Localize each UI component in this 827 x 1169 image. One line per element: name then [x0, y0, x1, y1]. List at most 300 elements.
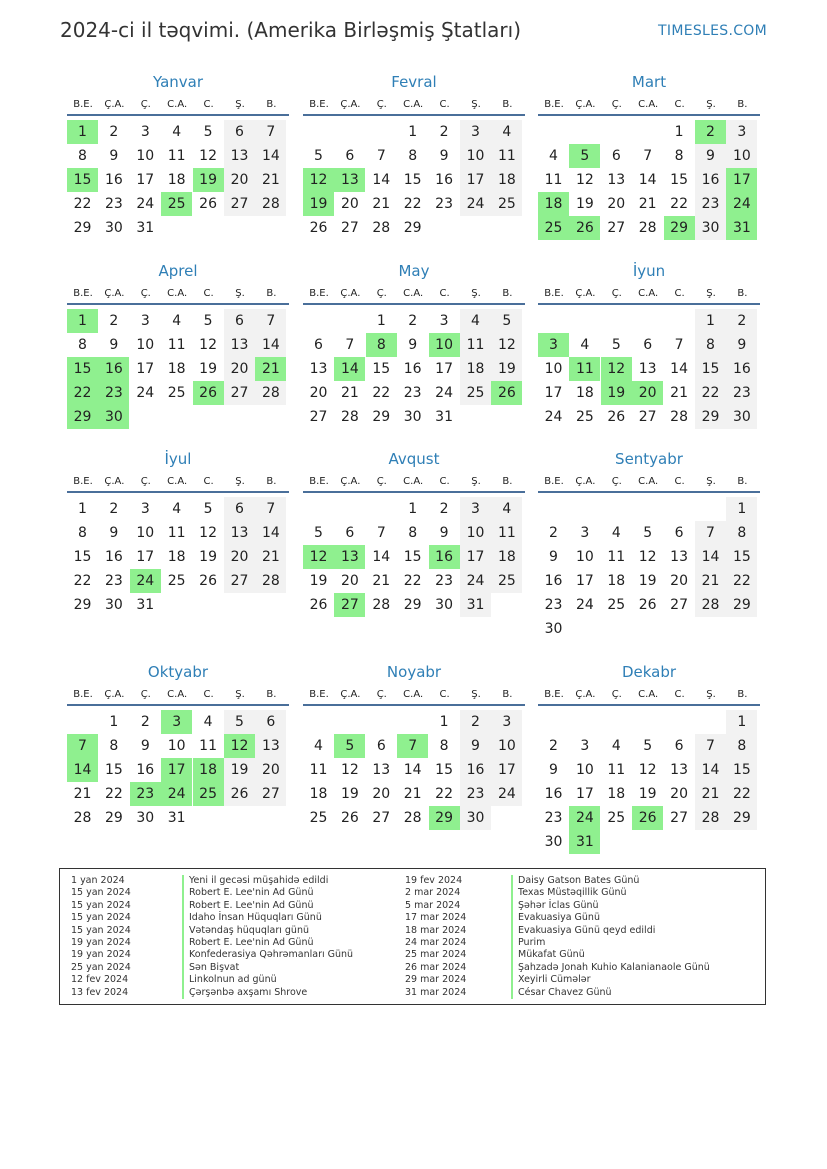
day-cell[interactable]: 7 — [674, 337, 684, 353]
day-cell[interactable]: 5 — [314, 525, 323, 541]
day-cell[interactable]: 30 — [695, 216, 726, 240]
day-cell[interactable]: 31 — [167, 810, 186, 826]
day-cell[interactable]: 11 — [491, 144, 522, 168]
day-cell[interactable]: 4 — [460, 309, 491, 333]
holiday-day-cell[interactable]: 16 — [429, 545, 460, 569]
day-cell[interactable]: 20 — [607, 196, 626, 212]
day-cell[interactable]: 25 — [491, 192, 522, 216]
day-cell[interactable]: 16 — [403, 361, 422, 377]
day-cell[interactable]: 17 — [460, 168, 491, 192]
day-cell[interactable]: 1 — [408, 124, 418, 140]
day-cell[interactable]: 5 — [643, 738, 653, 754]
day-cell[interactable]: 26 — [224, 782, 255, 806]
day-cell[interactable]: 9 — [549, 549, 558, 565]
day-cell[interactable]: 23 — [695, 192, 726, 216]
day-cell[interactable]: 2 — [726, 309, 757, 333]
day-cell[interactable]: 14 — [255, 144, 286, 168]
day-cell[interactable]: 11 — [544, 172, 563, 188]
day-cell[interactable]: 6 — [674, 738, 684, 754]
holiday-day-cell[interactable]: 29 — [429, 806, 460, 830]
day-cell[interactable]: 24 — [435, 385, 453, 401]
day-cell[interactable]: 15 — [435, 762, 453, 778]
day-cell[interactable]: 27 — [224, 569, 255, 593]
day-cell[interactable]: 10 — [491, 734, 522, 758]
day-cell[interactable]: 1 — [109, 714, 119, 730]
day-cell[interactable]: 12 — [199, 148, 217, 164]
day-cell[interactable]: 16 — [695, 168, 726, 192]
day-cell[interactable]: 31 — [460, 593, 491, 617]
day-cell[interactable]: 20 — [670, 786, 688, 802]
day-cell[interactable]: 28 — [695, 806, 726, 830]
day-cell[interactable]: 6 — [224, 309, 255, 333]
day-cell[interactable]: 6 — [224, 497, 255, 521]
day-cell[interactable]: 29 — [695, 405, 726, 429]
day-cell[interactable]: 6 — [314, 337, 323, 353]
day-cell[interactable]: 28 — [638, 220, 657, 236]
holiday-day-cell[interactable]: 14 — [334, 357, 365, 381]
day-cell[interactable]: 30 — [544, 621, 563, 637]
day-cell[interactable]: 31 — [136, 597, 155, 613]
day-cell[interactable]: 30 — [544, 834, 563, 850]
day-cell[interactable]: 29 — [73, 597, 92, 613]
day-cell[interactable]: 10 — [136, 525, 155, 541]
day-cell[interactable]: 27 — [670, 597, 688, 613]
holiday-day-cell[interactable]: 15 — [67, 168, 98, 192]
day-cell[interactable]: 7 — [376, 525, 386, 541]
day-cell[interactable]: 29 — [403, 597, 422, 613]
holiday-day-cell[interactable]: 7 — [67, 734, 98, 758]
day-cell[interactable]: 24 — [136, 196, 155, 212]
day-cell[interactable]: 5 — [224, 710, 255, 734]
day-cell[interactable]: 2 — [549, 525, 558, 541]
day-cell[interactable]: 9 — [460, 734, 491, 758]
day-cell[interactable]: 9 — [408, 337, 418, 353]
day-cell[interactable]: 1 — [376, 313, 386, 329]
day-cell[interactable]: 9 — [695, 144, 726, 168]
day-cell[interactable]: 9 — [439, 525, 449, 541]
day-cell[interactable]: 13 — [607, 172, 626, 188]
day-cell[interactable]: 22 — [435, 786, 453, 802]
day-cell[interactable]: 22 — [104, 786, 123, 802]
day-cell[interactable]: 23 — [435, 196, 453, 212]
day-cell[interactable]: 14 — [403, 762, 422, 778]
day-cell[interactable]: 4 — [611, 525, 621, 541]
holiday-day-cell[interactable]: 17 — [161, 758, 192, 782]
day-cell[interactable]: 16 — [544, 786, 563, 802]
day-cell[interactable]: 22 — [695, 381, 726, 405]
day-cell[interactable]: 10 — [726, 144, 757, 168]
day-cell[interactable]: 28 — [255, 192, 286, 216]
day-cell[interactable]: 29 — [372, 409, 391, 425]
day-cell[interactable]: 30 — [435, 597, 453, 613]
brand-link[interactable]: TIMESLES.COM — [658, 23, 767, 39]
day-cell[interactable]: 18 — [167, 549, 186, 565]
day-cell[interactable]: 28 — [670, 409, 688, 425]
day-cell[interactable]: 23 — [403, 385, 422, 401]
day-cell[interactable]: 7 — [255, 497, 286, 521]
day-cell[interactable]: 3 — [140, 124, 150, 140]
day-cell[interactable]: 28 — [403, 810, 422, 826]
day-cell[interactable]: 25 — [460, 381, 491, 405]
day-cell[interactable]: 19 — [638, 786, 657, 802]
day-cell[interactable]: 5 — [611, 337, 621, 353]
holiday-day-cell[interactable]: 31 — [569, 830, 600, 854]
day-cell[interactable]: 8 — [439, 738, 449, 754]
day-cell[interactable]: 3 — [140, 501, 150, 517]
day-cell[interactable]: 19 — [638, 573, 657, 589]
day-cell[interactable]: 8 — [726, 521, 757, 545]
day-cell[interactable]: 25 — [309, 810, 328, 826]
holiday-day-cell[interactable]: 26 — [569, 216, 600, 240]
day-cell[interactable]: 8 — [408, 148, 418, 164]
holiday-day-cell[interactable]: 20 — [632, 381, 663, 405]
day-cell[interactable]: 18 — [607, 573, 626, 589]
day-cell[interactable]: 9 — [109, 148, 119, 164]
day-cell[interactable]: 29 — [73, 220, 92, 236]
day-cell[interactable]: 28 — [255, 569, 286, 593]
day-cell[interactable]: 16 — [460, 758, 491, 782]
day-cell[interactable]: 24 — [460, 569, 491, 593]
day-cell[interactable]: 6 — [376, 738, 386, 754]
day-cell[interactable]: 7 — [376, 148, 386, 164]
day-cell[interactable]: 18 — [575, 385, 594, 401]
day-cell[interactable]: 2 — [408, 313, 418, 329]
day-cell[interactable]: 4 — [611, 738, 621, 754]
day-cell[interactable]: 9 — [439, 148, 449, 164]
day-cell[interactable]: 2 — [109, 501, 119, 517]
day-cell[interactable]: 29 — [403, 220, 422, 236]
day-cell[interactable]: 23 — [544, 810, 563, 826]
day-cell[interactable]: 4 — [491, 120, 522, 144]
day-cell[interactable]: 21 — [695, 569, 726, 593]
holiday-day-cell[interactable]: 23 — [130, 782, 161, 806]
day-cell[interactable]: 4 — [314, 738, 323, 754]
day-cell[interactable]: 22 — [726, 782, 757, 806]
holiday-day-cell[interactable]: 25 — [193, 782, 224, 806]
day-cell[interactable]: 2 — [460, 710, 491, 734]
day-cell[interactable]: 19 — [309, 573, 328, 589]
day-cell[interactable]: 22 — [726, 569, 757, 593]
day-cell[interactable]: 8 — [78, 525, 87, 541]
day-cell[interactable]: 3 — [439, 313, 449, 329]
day-cell[interactable]: 27 — [372, 810, 391, 826]
day-cell[interactable]: 19 — [340, 786, 359, 802]
day-cell[interactable]: 16 — [104, 172, 123, 188]
day-cell[interactable]: 2 — [549, 738, 558, 754]
day-cell[interactable]: 16 — [544, 573, 563, 589]
day-cell[interactable]: 4 — [549, 148, 558, 164]
day-cell[interactable]: 17 — [435, 361, 453, 377]
day-cell[interactable]: 30 — [403, 409, 422, 425]
day-cell[interactable]: 7 — [255, 309, 286, 333]
holiday-day-cell[interactable]: 7 — [397, 734, 428, 758]
day-cell[interactable]: 2 — [140, 714, 150, 730]
holiday-day-cell[interactable]: 2 — [695, 120, 726, 144]
day-cell[interactable]: 13 — [638, 361, 657, 377]
day-cell[interactable]: 5 — [203, 501, 213, 517]
day-cell[interactable]: 17 — [544, 385, 563, 401]
day-cell[interactable]: 28 — [73, 810, 92, 826]
day-cell[interactable]: 12 — [199, 337, 217, 353]
day-cell[interactable]: 24 — [575, 597, 594, 613]
day-cell[interactable]: 6 — [643, 337, 653, 353]
holiday-day-cell[interactable]: 24 — [161, 782, 192, 806]
day-cell[interactable]: 26 — [199, 196, 217, 212]
day-cell[interactable]: 14 — [695, 758, 726, 782]
day-cell[interactable]: 28 — [372, 220, 391, 236]
holiday-day-cell[interactable]: 13 — [334, 168, 365, 192]
day-cell[interactable]: 18 — [309, 786, 328, 802]
holiday-day-cell[interactable]: 24 — [726, 192, 757, 216]
day-cell[interactable]: 5 — [203, 313, 213, 329]
day-cell[interactable]: 8 — [78, 337, 87, 353]
day-cell[interactable]: 28 — [255, 381, 286, 405]
day-cell[interactable]: 19 — [199, 549, 217, 565]
holiday-day-cell[interactable]: 29 — [664, 216, 695, 240]
day-cell[interactable]: 24 — [544, 409, 563, 425]
day-cell[interactable]: 11 — [491, 521, 522, 545]
day-cell[interactable]: 21 — [372, 196, 391, 212]
day-cell[interactable]: 30 — [104, 220, 123, 236]
day-cell[interactable]: 30 — [726, 405, 757, 429]
day-cell[interactable]: 6 — [345, 148, 355, 164]
holiday-day-cell[interactable]: 1 — [67, 309, 98, 333]
day-cell[interactable]: 10 — [167, 738, 186, 754]
day-cell[interactable]: 18 — [167, 361, 186, 377]
day-cell[interactable]: 24 — [460, 192, 491, 216]
day-cell[interactable]: 2 — [109, 313, 119, 329]
day-cell[interactable]: 3 — [726, 120, 757, 144]
holiday-day-cell[interactable]: 10 — [429, 333, 460, 357]
day-cell[interactable]: 8 — [109, 738, 119, 754]
day-cell[interactable]: 22 — [403, 196, 422, 212]
day-cell[interactable]: 16 — [104, 549, 123, 565]
day-cell[interactable]: 31 — [435, 409, 453, 425]
holiday-day-cell[interactable]: 24 — [130, 569, 161, 593]
day-cell[interactable]: 20 — [340, 196, 359, 212]
holiday-day-cell[interactable]: 18 — [538, 192, 569, 216]
day-cell[interactable]: 22 — [670, 196, 688, 212]
day-cell[interactable]: 21 — [695, 782, 726, 806]
day-cell[interactable]: 13 — [255, 734, 286, 758]
holiday-day-cell[interactable]: 8 — [366, 333, 397, 357]
holiday-day-cell[interactable]: 23 — [98, 381, 129, 405]
day-cell[interactable]: 20 — [372, 786, 391, 802]
day-cell[interactable]: 12 — [638, 762, 657, 778]
day-cell[interactable]: 11 — [167, 525, 186, 541]
day-cell[interactable]: 9 — [109, 525, 119, 541]
day-cell[interactable]: 5 — [643, 525, 653, 541]
day-cell[interactable]: 4 — [580, 337, 590, 353]
day-cell[interactable]: 4 — [491, 497, 522, 521]
day-cell[interactable]: 13 — [670, 549, 688, 565]
day-cell[interactable]: 20 — [309, 385, 328, 401]
day-cell[interactable]: 18 — [607, 786, 626, 802]
day-cell[interactable]: 30 — [104, 597, 123, 613]
holiday-day-cell[interactable]: 3 — [161, 710, 192, 734]
day-cell[interactable]: 20 — [224, 168, 255, 192]
day-cell[interactable]: 14 — [372, 172, 391, 188]
day-cell[interactable]: 11 — [607, 549, 626, 565]
day-cell[interactable]: 6 — [255, 710, 286, 734]
holiday-day-cell[interactable]: 14 — [67, 758, 98, 782]
day-cell[interactable]: 25 — [491, 569, 522, 593]
day-cell[interactable]: 23 — [104, 196, 123, 212]
day-cell[interactable]: 5 — [203, 124, 213, 140]
day-cell[interactable]: 1 — [78, 501, 87, 517]
day-cell[interactable]: 17 — [136, 361, 155, 377]
day-cell[interactable]: 23 — [435, 573, 453, 589]
day-cell[interactable]: 19 — [224, 758, 255, 782]
day-cell[interactable]: 25 — [575, 409, 594, 425]
day-cell[interactable]: 27 — [224, 381, 255, 405]
day-cell[interactable]: 22 — [73, 573, 92, 589]
day-cell[interactable]: 15 — [403, 172, 422, 188]
day-cell[interactable]: 1 — [726, 497, 757, 521]
day-cell[interactable]: 21 — [372, 573, 391, 589]
holiday-day-cell[interactable]: 31 — [726, 216, 757, 240]
day-cell[interactable]: 29 — [726, 806, 757, 830]
day-cell[interactable]: 15 — [695, 357, 726, 381]
holiday-day-cell[interactable]: 1 — [67, 120, 98, 144]
day-cell[interactable]: 22 — [73, 196, 92, 212]
day-cell[interactable]: 1 — [674, 124, 684, 140]
holiday-day-cell[interactable]: 19 — [601, 381, 632, 405]
day-cell[interactable]: 23 — [460, 782, 491, 806]
day-cell[interactable]: 26 — [340, 810, 359, 826]
day-cell[interactable]: 13 — [372, 762, 391, 778]
day-cell[interactable]: 17 — [460, 545, 491, 569]
day-cell[interactable]: 12 — [575, 172, 594, 188]
day-cell[interactable]: 14 — [670, 361, 688, 377]
day-cell[interactable]: 18 — [491, 168, 522, 192]
holiday-day-cell[interactable]: 30 — [98, 405, 129, 429]
day-cell[interactable]: 9 — [549, 762, 558, 778]
holiday-day-cell[interactable]: 12 — [303, 168, 334, 192]
day-cell[interactable]: 12 — [199, 525, 217, 541]
day-cell[interactable]: 21 — [73, 786, 92, 802]
day-cell[interactable]: 11 — [309, 762, 328, 778]
day-cell[interactable]: 8 — [695, 333, 726, 357]
day-cell[interactable]: 19 — [491, 357, 522, 381]
day-cell[interactable]: 6 — [345, 525, 355, 541]
day-cell[interactable]: 25 — [167, 385, 186, 401]
day-cell[interactable]: 28 — [695, 593, 726, 617]
day-cell[interactable]: 29 — [104, 810, 123, 826]
day-cell[interactable]: 25 — [607, 597, 626, 613]
day-cell[interactable]: 7 — [695, 521, 726, 545]
day-cell[interactable]: 7 — [345, 337, 355, 353]
day-cell[interactable]: 27 — [224, 192, 255, 216]
holiday-day-cell[interactable]: 11 — [569, 357, 600, 381]
day-cell[interactable]: 26 — [638, 597, 657, 613]
day-cell[interactable]: 27 — [340, 220, 359, 236]
holiday-day-cell[interactable]: 5 — [334, 734, 365, 758]
day-cell[interactable]: 20 — [255, 758, 286, 782]
day-cell[interactable]: 18 — [167, 172, 186, 188]
holiday-day-cell[interactable]: 18 — [193, 758, 224, 782]
day-cell[interactable]: 24 — [136, 385, 155, 401]
day-cell[interactable]: 10 — [136, 337, 155, 353]
day-cell[interactable]: 3 — [460, 120, 491, 144]
day-cell[interactable]: 21 — [403, 786, 422, 802]
day-cell[interactable]: 9 — [726, 333, 757, 357]
day-cell[interactable]: 7 — [695, 734, 726, 758]
holiday-day-cell[interactable]: 12 — [601, 357, 632, 381]
day-cell[interactable]: 10 — [575, 762, 594, 778]
day-cell[interactable]: 19 — [199, 361, 217, 377]
day-cell[interactable]: 5 — [314, 148, 323, 164]
day-cell[interactable]: 27 — [638, 409, 657, 425]
holiday-day-cell[interactable]: 19 — [193, 168, 224, 192]
day-cell[interactable]: 17 — [136, 172, 155, 188]
holiday-day-cell[interactable]: 12 — [303, 545, 334, 569]
day-cell[interactable]: 26 — [199, 573, 217, 589]
holiday-day-cell[interactable]: 26 — [193, 381, 224, 405]
day-cell[interactable]: 3 — [460, 497, 491, 521]
day-cell[interactable]: 4 — [203, 714, 213, 730]
day-cell[interactable]: 7 — [255, 120, 286, 144]
day-cell[interactable]: 31 — [136, 220, 155, 236]
day-cell[interactable]: 28 — [340, 409, 359, 425]
day-cell[interactable]: 21 — [340, 385, 359, 401]
day-cell[interactable]: 20 — [224, 545, 255, 569]
holiday-day-cell[interactable]: 26 — [491, 381, 522, 405]
day-cell[interactable]: 13 — [309, 361, 328, 377]
holiday-day-cell[interactable]: 24 — [569, 806, 600, 830]
day-cell[interactable]: 21 — [670, 385, 688, 401]
day-cell[interactable]: 27 — [607, 220, 626, 236]
day-cell[interactable]: 10 — [136, 148, 155, 164]
day-cell[interactable]: 23 — [726, 381, 757, 405]
holiday-day-cell[interactable]: 12 — [224, 734, 255, 758]
day-cell[interactable]: 1 — [695, 309, 726, 333]
day-cell[interactable]: 4 — [172, 501, 182, 517]
day-cell[interactable]: 26 — [309, 597, 328, 613]
day-cell[interactable]: 23 — [104, 573, 123, 589]
holiday-day-cell[interactable]: 17 — [726, 168, 757, 192]
day-cell[interactable]: 8 — [78, 148, 87, 164]
day-cell[interactable]: 9 — [140, 738, 150, 754]
day-cell[interactable]: 3 — [580, 738, 590, 754]
day-cell[interactable]: 21 — [638, 196, 657, 212]
day-cell[interactable]: 16 — [136, 762, 155, 778]
holiday-day-cell[interactable]: 13 — [334, 545, 365, 569]
day-cell[interactable]: 29 — [726, 593, 757, 617]
day-cell[interactable]: 27 — [309, 409, 328, 425]
day-cell[interactable]: 15 — [372, 361, 391, 377]
holiday-day-cell[interactable]: 3 — [538, 333, 569, 357]
day-cell[interactable]: 8 — [408, 525, 418, 541]
day-cell[interactable]: 15 — [670, 172, 688, 188]
day-cell[interactable]: 18 — [491, 545, 522, 569]
day-cell[interactable]: 6 — [674, 525, 684, 541]
holiday-day-cell[interactable]: 22 — [67, 381, 98, 405]
day-cell[interactable]: 11 — [199, 738, 217, 754]
day-cell[interactable]: 15 — [73, 549, 92, 565]
day-cell[interactable]: 19 — [575, 196, 594, 212]
day-cell[interactable]: 20 — [670, 573, 688, 589]
day-cell[interactable]: 9 — [109, 337, 119, 353]
day-cell[interactable]: 14 — [638, 172, 657, 188]
holiday-day-cell[interactable]: 16 — [98, 357, 129, 381]
day-cell[interactable]: 2 — [439, 501, 449, 517]
day-cell[interactable]: 30 — [136, 810, 155, 826]
day-cell[interactable]: 11 — [607, 762, 626, 778]
day-cell[interactable]: 21 — [255, 168, 286, 192]
day-cell[interactable]: 3 — [491, 710, 522, 734]
day-cell[interactable]: 6 — [224, 120, 255, 144]
